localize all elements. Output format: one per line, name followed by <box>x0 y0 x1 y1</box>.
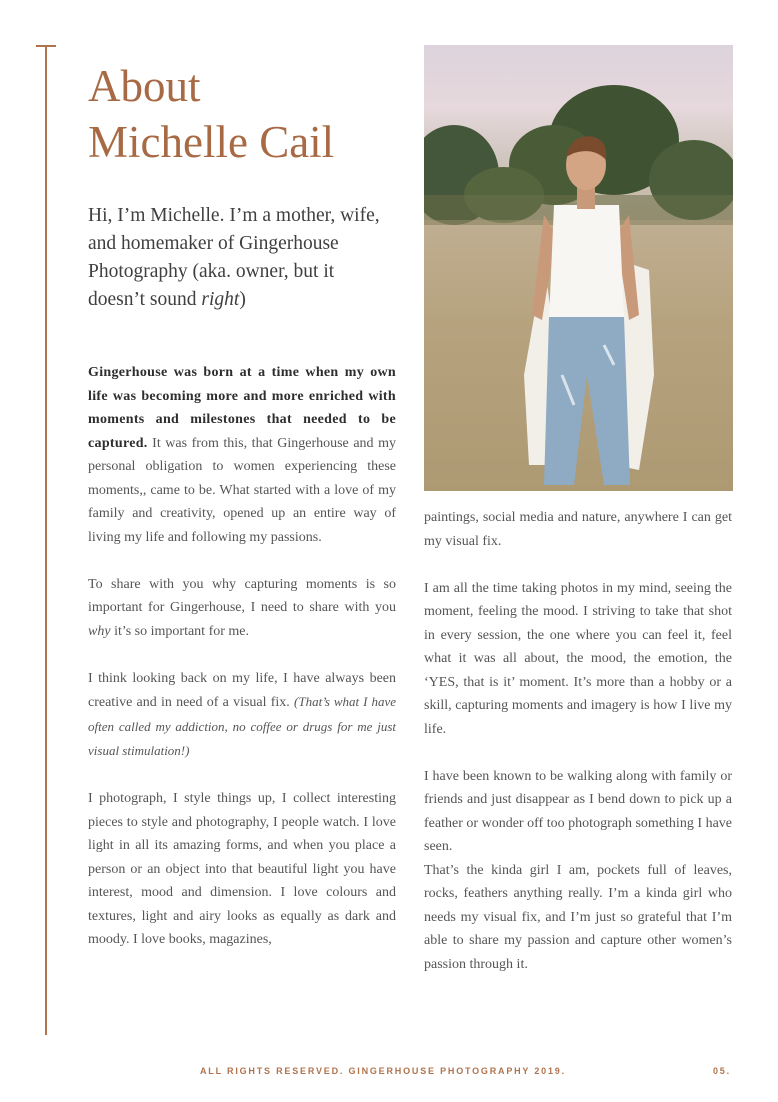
left-paragraph-2 <box>88 573 396 644</box>
accent-rule-vertical <box>45 45 47 1035</box>
footer-copyright: ALL RIGHTS RESERVED. GINGERHOUSE PHOTOGRAPHY 2019. <box>200 1066 566 1076</box>
title-line-1: About <box>88 61 201 111</box>
left-p3-aside: (That’s what I have often called my addiction, no coffee or drugs for me just visual stimulation!) <box>88 694 396 758</box>
lead-end: ) <box>239 289 246 310</box>
right-p3-line-2: That’s the kinda girl I am, pockets full of leaves, rocks, feathers anything really. I’m a kinda girl who needs my visual fix, and I’m just so grateful that I’m able to share my passion and capture other women’s passion through it. <box>424 862 732 972</box>
portrait-illustration <box>424 45 733 491</box>
left-paragraph-3 <box>88 667 396 764</box>
right-paragraph-2: I am all the time taking photos in my mind, seeing the moment, feeling the mood. I striving to take that shot in every session, the one where you can feel it, feel what it was all about, the mood, the emotion, the ‘YES, that is it’ moment. It’s more than a hobby or a skill, capturing moments and imagery is how I live my life. <box>424 580 732 737</box>
right-paragraph-3 <box>424 765 732 977</box>
left-p1-rest: It was from this, that Gingerhouse and my personal obligation to women experiencing these moments,, came to be. What started with a love of my family and creativity, opened up an entire way of living my life and following my passions. <box>88 435 396 545</box>
title-line-2: Michelle Cail <box>88 117 335 167</box>
left-column <box>88 361 396 952</box>
left-p3-text: I think looking back on my life, I have always been creative and in need of a visual fix. <box>88 670 396 710</box>
left-paragraph-1 <box>88 361 396 549</box>
left-p2-start: To share with you why capturing moments is so important for Gingerhouse, I need to share with you <box>88 576 396 615</box>
right-column <box>424 506 732 976</box>
left-p2-end: it’s so important for me. <box>110 623 249 639</box>
lead-italic: right <box>201 289 240 310</box>
portrait-photo <box>424 45 733 491</box>
lead-text: Hi, I’m Michelle. I’m a mother, wife, and homemaker of Gingerhouse Photography (aka. owner, but it doesn’t sound <box>88 205 380 310</box>
lead-paragraph <box>88 202 388 314</box>
left-paragraph-4: I photograph, I style things up, I collect interesting pieces to style and photography, I people watch. I love light in all its amazing forms, and when you place a person or an object into that beautiful light you have interest, mood and dimension. I love colours and textures, light and airy looks as equally as dark and moody. I love books, magazines, <box>88 791 396 947</box>
right-paragraph-1: paintings, social media and nature, anywhere I can get my visual fix. <box>424 510 732 549</box>
right-p3-line-1: I have been known to be walking along with family or friends and just disappear as I bend down to pick up a feather or wonder off too photograph something I have seen. <box>424 768 732 854</box>
left-p2-italic: why <box>88 623 111 639</box>
page-number: 05. <box>713 1066 731 1076</box>
page-title <box>88 58 334 170</box>
intro-bold: Gingerhouse was born at a time when my own life was becoming more and more enriched with moments and milestones that needed to be captured. <box>88 365 396 451</box>
